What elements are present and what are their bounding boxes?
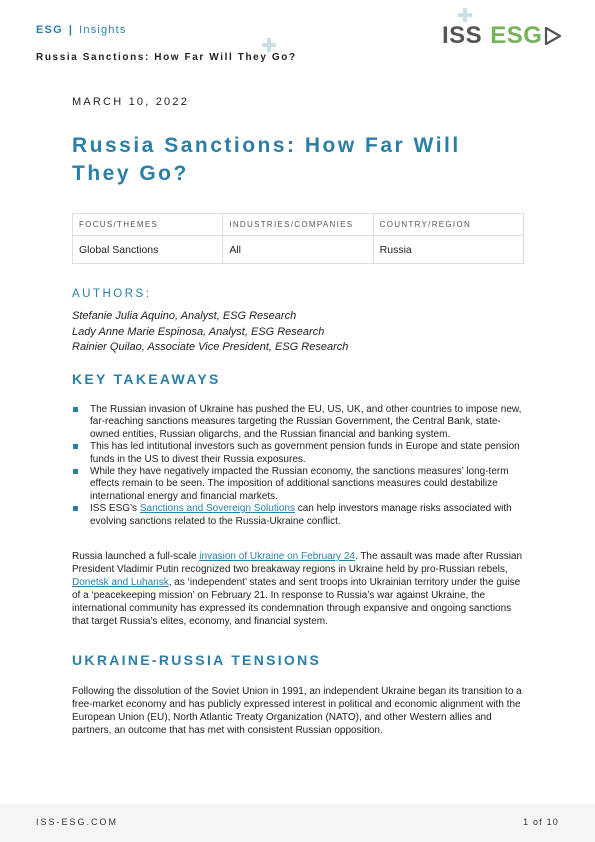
brand-breadcrumb: [36, 24, 127, 36]
author-item: Lady Anne Marie Espinosa, Analyst, ESG Research: [72, 325, 325, 338]
intro-paragraph: [72, 550, 527, 628]
meta-value-country: Russia: [373, 236, 523, 264]
tensions-paragraph: Following the dissolution of the Soviet Union in 1991, an independent Ukraine began its transition to a free-market economy and has publicly expressed interest in political and economic alignment with the European Union (EU), North Atlantic Treaty Organization (NATO), and other Western allies and partners, an outcome that has met with consistent Russian opposition.: [72, 686, 522, 736]
plus-icon: [262, 38, 276, 52]
meta-header-industries: INDUSTRIES/COMPANIES: [223, 214, 373, 236]
meta-header-country: COUNTRY/REGION: [373, 214, 523, 236]
publication-date: MARCH 10, 2022: [72, 96, 190, 108]
iss-esg-logo: [442, 22, 562, 50]
list-item: This has led intitutional investors such as government pension funds in Europe and state pension funds in the US to divest their Russia exposures.: [72, 441, 527, 466]
meta-value-focus: Global Sanctions: [73, 236, 223, 264]
page-title: Russia Sanctions: How Far Will They Go?: [72, 134, 461, 185]
plus-icon: [458, 8, 472, 22]
author-item: Rainier Quilao, Associate Vice President, ESG Research: [72, 341, 349, 353]
donetsk-luhansk-link[interactable]: Donetsk and Luhansk: [72, 577, 169, 588]
page-footer: [0, 804, 595, 842]
sanctions-solutions-link[interactable]: Sanctions and Sovereign Solutions: [139, 503, 295, 515]
triangle-arrow-icon: [544, 26, 562, 46]
key-takeaways-list: [72, 404, 527, 528]
page-number: 1 of 10: [523, 817, 559, 827]
authors-heading: AUTHORS:: [72, 288, 152, 300]
meta-header-focus: FOCUS/THEMES: [73, 214, 223, 236]
meta-table: [72, 213, 524, 264]
key-takeaways-heading: KEY TAKEAWAYS: [72, 371, 221, 387]
list-item: While they have negatively impacted the Russian economy, the sanctions measures’ long-term effects remain to be seen. The imposition of additional sanctions measures could destabilize international energy and financial markets.: [72, 466, 527, 503]
meta-value-industries: All: [223, 236, 373, 264]
author-item: Stefanie Julia Aquino, Analyst, ESG Research: [72, 310, 297, 322]
brand-label: ESG: [36, 24, 63, 36]
bullet-text: can help investors manage risks associated with evolving sanctions related to the Russia-Ukraine conflict.: [90, 503, 512, 527]
invasion-link[interactable]: invasion of Ukraine on February 24: [199, 551, 355, 562]
authors-list: [72, 309, 348, 356]
logo-esg-text: ESG: [490, 22, 543, 49]
footer-website: ISS-ESG.COM: [36, 817, 119, 827]
logo-iss-text: ISS: [442, 22, 483, 49]
paragraph-text: Russia launched a full-scale: [72, 551, 200, 562]
list-item: [72, 503, 527, 528]
paragraph-text: . The assault was made after Russian President Vladimir Putin recognized two breakaway regions in Ukraine held by pro-Russian rebels,: [72, 551, 523, 575]
brand-separator: |: [68, 24, 74, 36]
paragraph-text: , as ‘independent’ states and sent troops into Ukrainian territory under the guise of a ‘peacekeeping mission’ on February 21. In response to Russia’s war against Ukraine, the international community has expressed its condemnation through expansive and ongoing sanctions that target Russia’s elites, economy, and financial system.: [72, 577, 521, 627]
header-doc-title: Russia Sanctions: How Far Will They Go?: [36, 52, 297, 63]
bullet-text: ISS ESG’s: [90, 503, 140, 515]
list-item: The Russian invasion of Ukraine has pushed the EU, US, UK, and other countries to impose new, far-reaching sanctions measures targeting the Russian Government, the Central Bank, state-owned entities, Russian oligarchs, and the Russian financial and banking system.: [72, 404, 527, 441]
section-label: Insights: [79, 24, 127, 36]
tensions-heading: UKRAINE-RUSSIA TENSIONS: [72, 652, 322, 668]
